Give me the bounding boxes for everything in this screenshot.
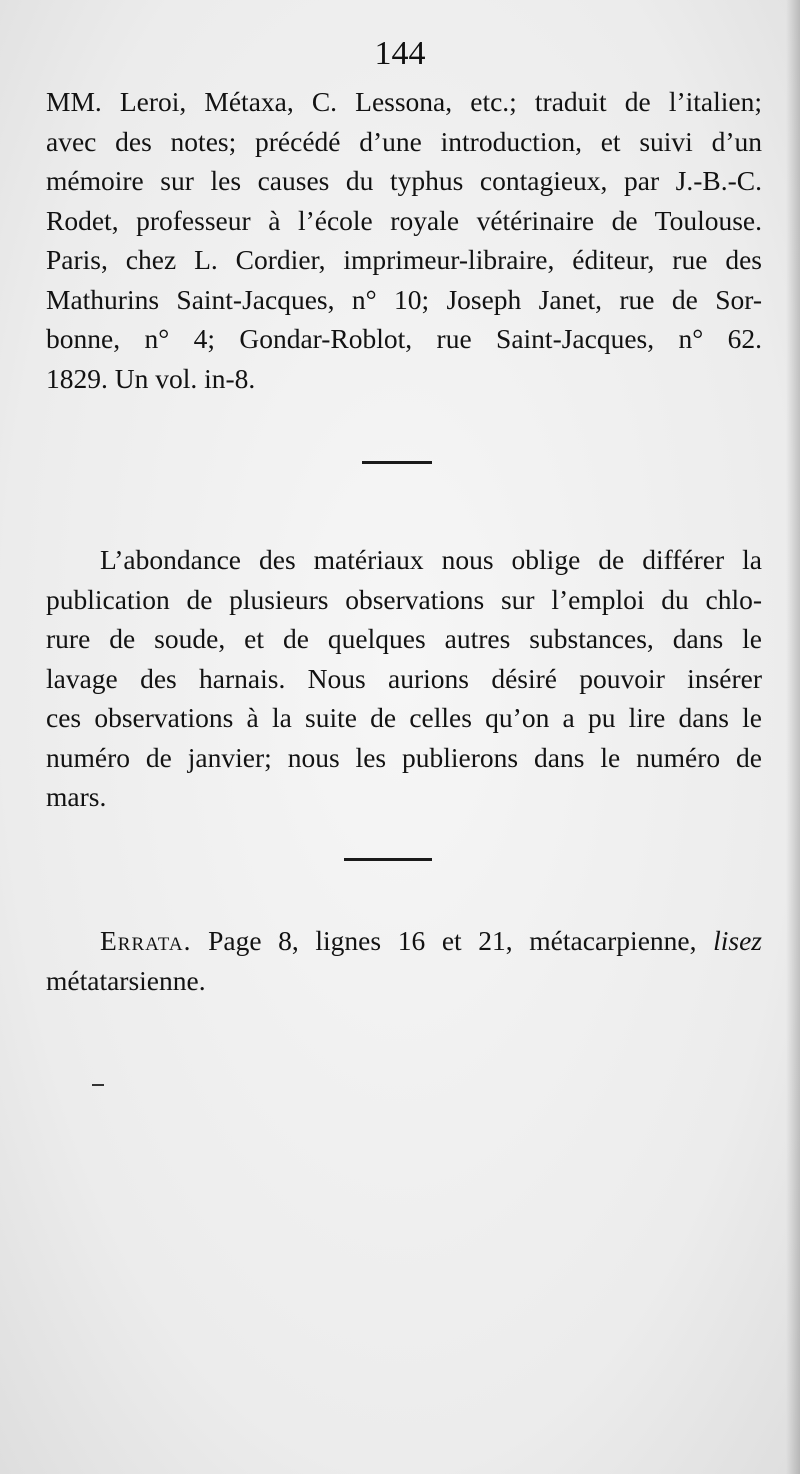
page-edge-shadow: [786, 0, 800, 1474]
section-divider: [362, 461, 432, 464]
editorial-notice: [46, 540, 762, 817]
page-number: 144: [374, 35, 426, 72]
bibliography-entry: [46, 82, 762, 398]
bibliography-line: MM. Leroi, Métaxa, C. Lessona, etc.; traduit de l’italien;: [46, 86, 762, 117]
notice-line: numéro de janvier; nous les publierons dans le numéro de: [46, 741, 762, 773]
errata-lisez: lisez: [713, 925, 762, 956]
notice-line: publication de plusieurs observations sur l’emploi du chlo-: [46, 583, 762, 615]
bibliography-line: avec des notes; précédé d’une introduction, et suivi d’un: [46, 125, 762, 157]
notice-line: mars.: [46, 781, 107, 812]
bibliography-line: Mathurins Saint-Jacques, n° 10; Joseph Janet, rue de Sor-: [46, 283, 762, 315]
errata-text: Page 8, lignes 16 et 21, métacarpienne,: [208, 925, 697, 956]
notice-line: L’abondance des matériaux nous oblige de différer la: [100, 544, 762, 575]
bibliography-line: Rodet, professeur à l’école royale vétérinaire de Toulouse.: [46, 204, 762, 236]
notice-line: ces observations à la suite de celles qu’on a pu lire dans le: [46, 702, 762, 733]
bibliography-line: 1829. Un vol. in-8.: [46, 362, 256, 394]
bibliography-line: Paris, chez L. Cordier, imprimeur-libraire, éditeur, rue des: [46, 244, 762, 275]
section-divider: [344, 858, 432, 861]
bibliography-line: bonne, n° 4; Gondar-Roblot, rue Saint-Jacques, n° 62.: [46, 323, 762, 354]
notice-line: rure de soude, et de quelques autres substances, dans le: [46, 623, 762, 654]
bibliography-line: mémoire sur les causes du typhus contagieux, par J.-B.-C.: [46, 165, 762, 196]
errata-line: métatarsienne.: [46, 964, 206, 996]
stray-mark: [92, 1084, 104, 1086]
errata-line: [46, 921, 762, 961]
notice-line: lavage des harnais. Nous aurions désiré pouvoir insérer: [46, 662, 762, 694]
errata-label: Errata.: [100, 925, 192, 956]
errata: [46, 921, 762, 1000]
